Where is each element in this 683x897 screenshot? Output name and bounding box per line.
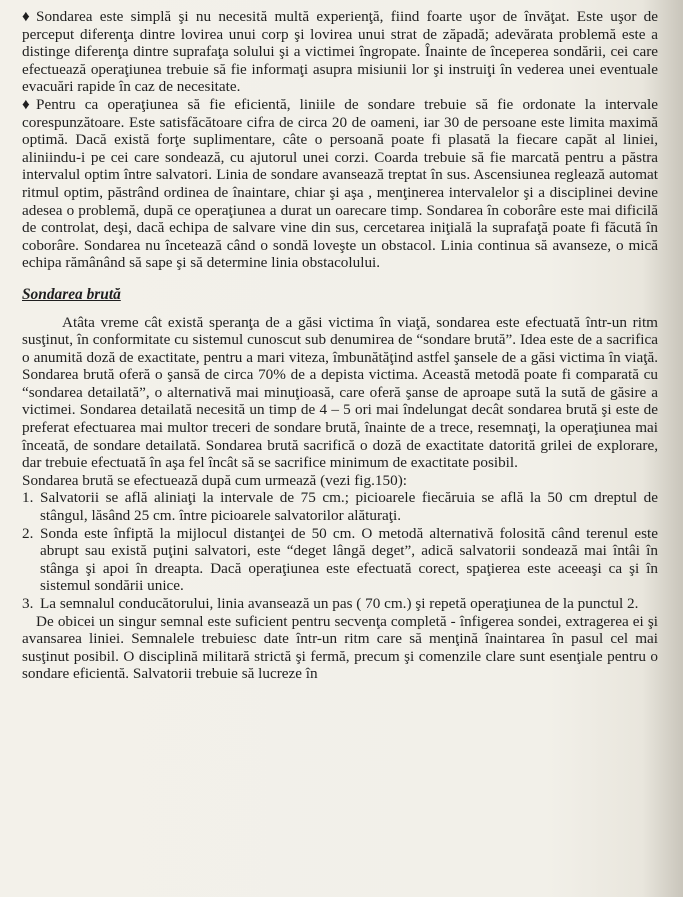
list-item-number: 2. <box>22 524 34 542</box>
list-item-text: Sonda este înfiptă la mijlocul distanţei de 50 cm. O metodă alternativă folosită când terenul este abrupt sau există puţini salvatori, este “deget lângă deget”, adică salvatorii sondează mai întâi în stânga şi apoi în dreapta. Dacă operaţiunea este efectuată corect, spaţierea este aceeaşi ca şi în sistemul sondării unice. <box>40 524 658 595</box>
list-item-text: Salvatorii se află aliniaţi la intervale de 75 cm.; picioarele fiecăruia se află la 50 cm dreptul de stângul, lăsând 25 cm. între picioarele salvatorilor alăturaţi. <box>40 489 658 525</box>
procedure-list <box>22 489 658 612</box>
list-item <box>22 489 658 524</box>
list-item-text: La semnalul conducătorului, linia avansează un pas ( 70 cm.) şi repetă operaţiunea de la punctul 2. <box>40 595 639 612</box>
section-title: Sondarea brută <box>22 285 121 303</box>
list-item <box>22 525 658 595</box>
closing-paragraph: De obicei un singur semnal este suficient pentru secvenţa completă - înfigerea sondei, extragerea ei şi avansarea liniei. Semnalele trebuiesc date într-un ritm care să menţină înaintarea în pasul cel mai susţinut posibil. O disciplină militară strictă şi fermă, precum şi comenzile clare sunt esenţiale pentru o sondare eficientă. Salvatorii trebuie să lucreze în <box>22 612 658 683</box>
list-item-number: 1. <box>22 489 34 507</box>
intro-paragraph-1-text: Sondarea este simplă şi nu necesită multă experienţă, fiind foarte uşor de învăţat. Este uşor de perceput diferenţa dintre lovirea unui corp şi lovirea unui strat de zăpadă; adevărata problemă este a distinge diferenţa dintre suprafaţa solului şi a victimei îngropate. Înainte de începerea sondării, cei care efectuează operaţiunea trebuie să fie informaţi asupra misiunii lor şi instruiţi în vederea unei eventuale evacuări rapide în caz de necesitate. <box>22 8 658 96</box>
list-item <box>22 595 658 613</box>
bullet-diamond-icon: ♦ <box>22 8 30 25</box>
list-item-number: 3. <box>22 595 34 612</box>
page-content <box>22 8 658 683</box>
intro-paragraph-2-text: Pentru ca operaţiunea să fie eficientă, liniile de sondare trebuie să fie ordonate la intervale corespunzătoare. Este satisfăcătoare cifra de circa 20 de oameni, iar 30 de persoane este limita maximă optimă. Dacă există forţe suplimentare, câte o persoană poate fi plasată la fiecare capăt al liniei, aliniindu-i pe cei care sondează, cu ajutorul unei corzi. Coarda trebuie să fie marcată pentru a păstra intervalul optim între salvatori. Linia de sondare avansează treptat în sus. Ascensiunea reglează automat ritmul optim, păstrând ordinea de înaintare, chiar şi aşa , menţinerea intervalelor şi a disciplinei devine adesea o problemă, după ce operaţiunea a durat un oarecare timp. Sondarea în coborâre este mai dificilă de controlat, deşi, dacă echipa de salvare vine din sus, cercetarea iniţială la suprafaţă poate fi făcută în coborâre. Sondarea nu încetează când o sondă loveşte un obstacol. Linia continua să avanseze, o mică echipa rămânând să sape şi să determine linia obstacolului. <box>22 95 658 272</box>
intro-paragraph-1 <box>22 8 658 96</box>
list-intro: Sondarea brută se efectuează după cum urmează (vezi fig.150): <box>22 471 407 489</box>
section-paragraph: Atâta vreme cât există speranţa de a găsi victima în viaţă, sondarea este efectuată într-un ritm susţinut, în conformitate cu sistemul cunoscut sub denumirea de “sondare brută”. Idea este de a sacrifica o anumită doză de exactitate, pentru a mari viteza, îmbunătăţind astfel şansele de a găsi victima în viaţă. Sondarea brută oferă o şansă de circa 70% de a depista victima. Această metodă poate fi comparată cu “sondarea detailată”, o alternativă mai minuţioasă, care oferă şanse de aproape sută la sută de găsire a victimei. Sondarea detailată necesită un timp de 4 – 5 ori mai îndelungat decât sondarea brută şi este de preferat efectuarea mai multor treceri de sondare brută, înainte de a trece, resemnaţi, la operaţiunea mai înceată, de sondare detailată. Sondarea brută sacrifică o doză de exactitate datorită grilei de explorare, dar trebuie efectuată în aşa fel încât să se sacrifice minimum de exactitate posibil. <box>22 313 658 472</box>
intro-paragraph-2 <box>22 96 658 272</box>
bullet-diamond-icon: ♦ <box>22 95 30 113</box>
